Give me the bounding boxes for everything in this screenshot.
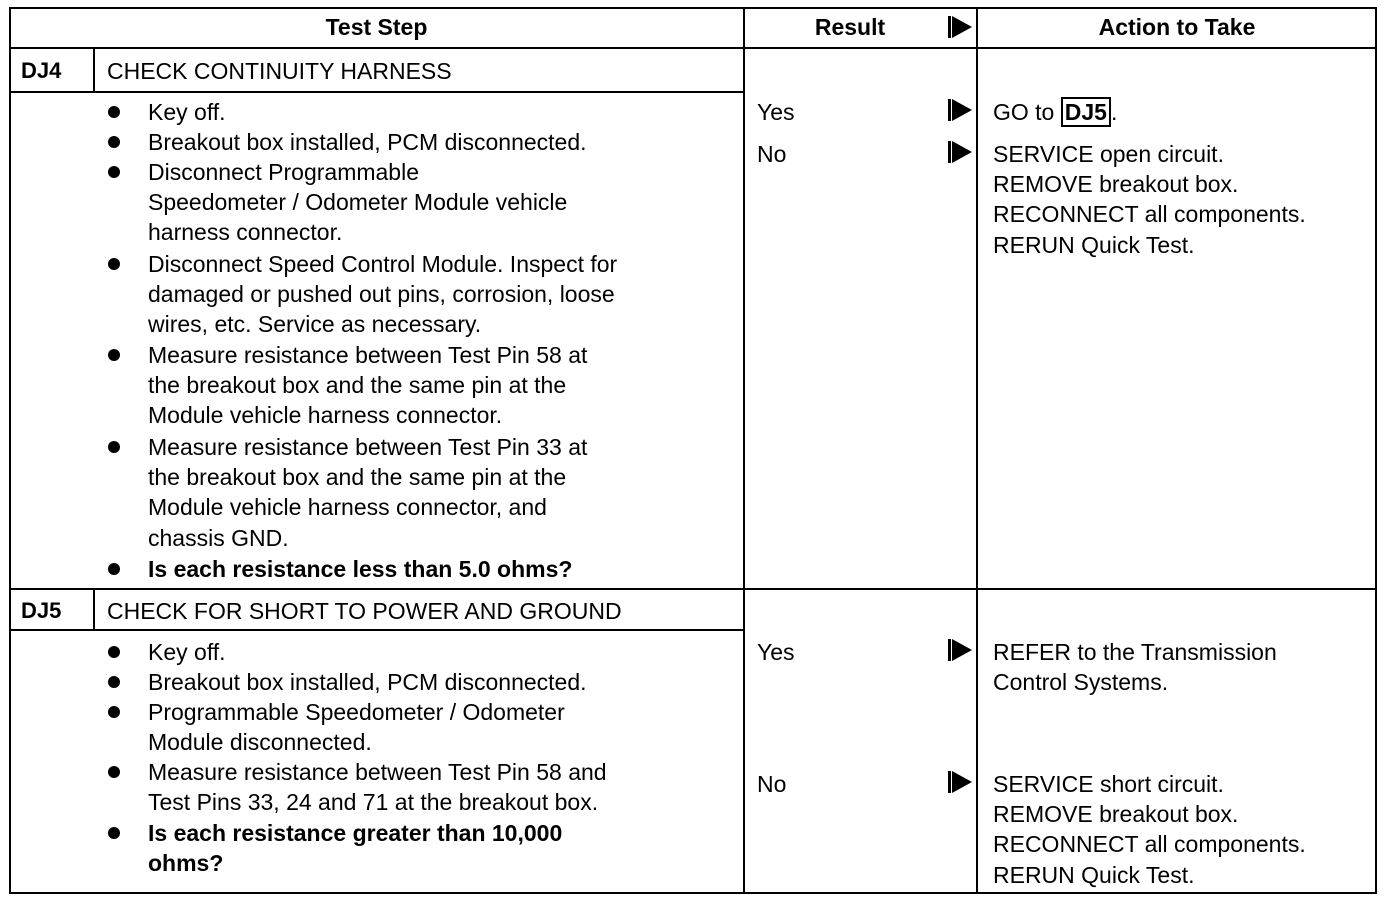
step-title-dj4: CHECK CONTINUITY HARNESS bbox=[107, 58, 452, 84]
result-no-dj5: No bbox=[757, 771, 787, 797]
step-id-dj4: DJ4 bbox=[21, 58, 62, 83]
bullet-icon bbox=[108, 706, 120, 718]
step-id-divider bbox=[93, 49, 95, 91]
action-yes-dj4: GO to DJ5 . bbox=[993, 99, 1118, 125]
result-no-dj4: No bbox=[757, 141, 787, 167]
bullet-icon bbox=[108, 563, 120, 575]
column-divider-result bbox=[743, 7, 745, 894]
header-divider bbox=[9, 47, 1377, 49]
header-action: Action to Take bbox=[1098, 14, 1256, 40]
bullet-icon bbox=[108, 349, 120, 361]
bullet-icon bbox=[108, 106, 120, 118]
bullet-icon bbox=[108, 136, 120, 148]
bullet-icon bbox=[108, 166, 120, 178]
bullet-icon bbox=[108, 441, 120, 453]
bullet-icon bbox=[108, 676, 120, 688]
result-arrow-icon bbox=[952, 99, 972, 121]
column-divider-action bbox=[976, 7, 978, 894]
result-arrow-icon bbox=[952, 16, 972, 38]
result-yes-dj5: Yes bbox=[757, 639, 795, 665]
step-title-underline bbox=[9, 91, 744, 93]
header-test-step: Test Step bbox=[325, 14, 428, 40]
bullet-icon bbox=[108, 258, 120, 270]
result-arrow-icon bbox=[952, 771, 972, 793]
bullet-icon bbox=[108, 646, 120, 658]
result-yes-dj4: Yes bbox=[757, 99, 795, 125]
step-reference-dj5[interactable]: DJ5 bbox=[1061, 97, 1111, 127]
step-id-divider bbox=[93, 590, 95, 630]
bullet-icon bbox=[108, 827, 120, 839]
result-arrow-icon bbox=[952, 141, 972, 163]
step-title-underline bbox=[9, 629, 744, 631]
bullet-icon bbox=[108, 766, 120, 778]
action-no-dj4: SERVICE open circuit. REMOVE breakout box. RECONNECT all components. RERUN Quick Test. bbox=[993, 141, 1306, 258]
step-divider bbox=[9, 588, 1377, 590]
action-yes-dj5: REFER to the Transmission Control Systems. bbox=[993, 639, 1277, 696]
step-id-dj5: DJ5 bbox=[21, 598, 62, 623]
result-arrow-icon bbox=[952, 639, 972, 661]
action-no-dj5: SERVICE short circuit. REMOVE breakout box. RECONNECT all components. RERUN Quick Test. bbox=[993, 771, 1306, 888]
step-title-dj5: CHECK FOR SHORT TO POWER AND GROUND bbox=[107, 598, 622, 624]
header-result: Result bbox=[814, 14, 886, 40]
